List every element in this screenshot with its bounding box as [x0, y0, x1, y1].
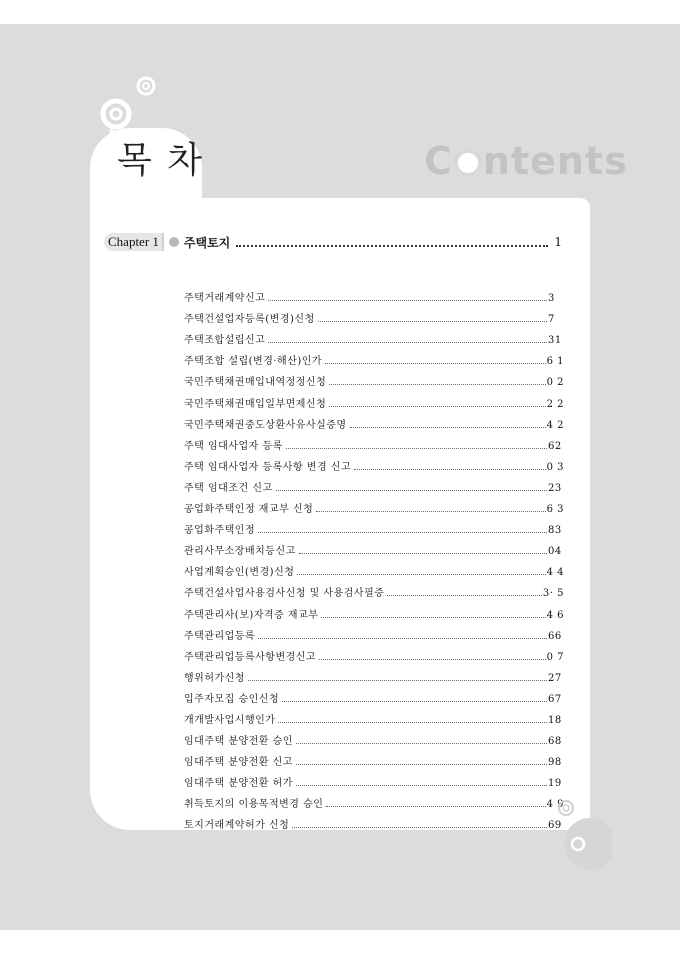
toc-item-title: 주택건설업자등록(변경)신청	[184, 314, 315, 326]
toc-item-page: 19	[548, 778, 562, 790]
toc-item-title: 사업계획승인(변경)신청	[184, 567, 295, 579]
toc-item[interactable]	[184, 283, 564, 304]
toc-item-page: 68	[548, 736, 562, 748]
dot-leader	[329, 406, 545, 407]
dot-leader	[292, 827, 547, 828]
toc-item-title: 주택관리사(보)자격증 재교부	[184, 609, 319, 621]
toc-item-title: 주택 임대조건 신고	[184, 482, 273, 494]
dot-leader	[296, 743, 547, 744]
dot-leader	[248, 680, 547, 681]
dot-leader	[296, 764, 547, 765]
toc-item-page: 27	[548, 672, 562, 684]
dot-leader	[278, 722, 547, 723]
toc-item-page: 62	[548, 440, 562, 452]
toc-item[interactable]	[184, 431, 564, 452]
circle-decoration-icon	[552, 800, 612, 870]
toc-item[interactable]	[184, 621, 564, 642]
toc-item-page: 0 3	[546, 461, 564, 473]
toc-item[interactable]	[184, 726, 564, 747]
toc-item[interactable]	[184, 367, 564, 388]
toc-item[interactable]	[184, 578, 564, 599]
toc-item-title: 토지거래계약허가 신청	[184, 820, 290, 832]
toc-item[interactable]	[184, 810, 564, 831]
toc-item-title: 주택 임대사업자 등록	[184, 440, 283, 452]
toc-item-title: 국민주택채권중도상환사유사실증명	[184, 419, 347, 431]
dot-leader	[286, 448, 547, 449]
dot-leader	[282, 701, 547, 702]
dot-leader	[326, 806, 545, 807]
dot-leader	[387, 595, 542, 596]
toc-item[interactable]	[184, 410, 564, 431]
dot-leader	[318, 321, 547, 322]
toc-list	[184, 283, 564, 831]
toc-item[interactable]	[184, 536, 564, 557]
toc-item[interactable]	[184, 388, 564, 409]
toc-item-page: 0 2	[546, 377, 564, 389]
toc-item-title: 행위허가신청	[184, 672, 245, 684]
toc-item[interactable]	[184, 557, 564, 578]
dot-leader	[236, 243, 548, 247]
dot-leader	[296, 785, 547, 786]
toc-item-page: 04	[548, 546, 562, 558]
toc-item-page: 2 2	[546, 398, 564, 410]
toc-item[interactable]	[184, 515, 564, 536]
toc-item-page: 6 3	[546, 504, 564, 516]
page-title: 목 차	[117, 140, 204, 181]
toc-item-page: 7	[548, 314, 555, 326]
toc-item-page: 4 6	[546, 609, 564, 621]
dot-leader	[325, 363, 546, 364]
dot-leader	[329, 384, 545, 385]
dot-leader	[350, 427, 546, 428]
toc-item-page: 3· 5	[542, 588, 564, 600]
toc-item[interactable]	[184, 789, 564, 810]
toc-item-title: 임대주택 분양전환 승인	[184, 736, 293, 748]
toc-item-page: 98	[548, 757, 562, 769]
toc-item-page: 23	[548, 482, 562, 494]
toc-item-title: 공업화주택인정 재교부 신청	[184, 504, 314, 516]
dot-leader	[268, 342, 547, 343]
toc-item[interactable]	[184, 452, 564, 473]
toc-item[interactable]	[184, 494, 564, 515]
dot-leader	[258, 532, 547, 533]
toc-item-page: 4 2	[546, 419, 564, 431]
toc-item-page: 66	[548, 630, 562, 642]
toc-item[interactable]	[184, 705, 564, 726]
toc-item-title: 임대주택 분양전환 신고	[184, 757, 293, 769]
chapter-title: 주택토지	[183, 235, 231, 250]
toc-item-title: 국민주택채권매입일부면제신청	[184, 398, 327, 410]
toc-item-title: 주택관리업등록사항변경신고	[184, 651, 317, 663]
toc-item[interactable]	[184, 684, 564, 705]
toc-item-title: 주택조합 설립(변경·해산)인가	[184, 356, 323, 368]
toc-item[interactable]	[184, 599, 564, 620]
toc-item-title: 주택건설사업사용검사신청 및 사용검사필증	[184, 588, 385, 600]
toc-item-page: 67	[548, 693, 562, 705]
toc-item-page: 31	[548, 335, 562, 347]
dot-leader	[276, 490, 547, 491]
chapter-row[interactable]	[108, 233, 574, 251]
toc-item-title: 주택거래계약신고	[184, 293, 266, 305]
toc-item-page: 3	[548, 293, 555, 305]
toc-item[interactable]	[184, 473, 564, 494]
toc-item-page: 4 4	[546, 567, 564, 579]
toc-item[interactable]	[184, 304, 564, 325]
chapter-label: Chapter 1	[104, 233, 164, 251]
toc-item-title: 국민주택채권매입내역정정신청	[184, 377, 327, 389]
toc-item[interactable]	[184, 663, 564, 684]
dot-leader	[321, 617, 545, 618]
dot-leader	[316, 511, 545, 512]
toc-item-title: 개개발사업시행인가	[184, 714, 276, 726]
toc-item-title: 공업화주택인정	[184, 525, 256, 537]
contents-prefix: C	[424, 139, 453, 183]
toc-item-title: 임대주택 분양전환 허가	[184, 778, 293, 790]
bullet-dot-icon	[169, 237, 179, 247]
chapter-page: 1	[554, 235, 562, 249]
toc-item-page: 6 1	[546, 356, 564, 368]
toc-item-title: 입주자모집 승인신청	[184, 693, 280, 705]
dot-leader	[297, 574, 545, 575]
toc-item[interactable]	[184, 768, 564, 789]
toc-item-page: 69	[548, 820, 562, 832]
contents-o-icon	[454, 149, 482, 177]
toc-item-title: 주택관리업등록	[184, 630, 256, 642]
toc-item[interactable]	[184, 642, 564, 663]
toc-item-page: 18	[548, 714, 562, 726]
toc-item[interactable]	[184, 346, 564, 367]
toc-item[interactable]	[184, 325, 564, 346]
toc-item-page: 83	[548, 525, 562, 537]
dot-leader	[268, 300, 547, 301]
toc-item-title: 관리사무소장배치등신고	[184, 546, 296, 558]
toc-item-title: 주택 임대사업자 등록사항 변경 신고	[184, 461, 352, 473]
toc-item-page: 4 9	[546, 799, 564, 811]
contents-heading	[424, 139, 628, 183]
toc-item-title: 주택조합설립신고	[184, 335, 266, 347]
toc-item[interactable]	[184, 747, 564, 768]
toc-item-page: 0 7	[546, 651, 564, 663]
dot-leader	[319, 659, 546, 660]
dot-leader	[258, 638, 547, 639]
dot-leader	[354, 469, 545, 470]
toc-item-title: 취득토지의 이용목적변경 승인	[184, 799, 324, 811]
dot-leader	[299, 553, 547, 554]
contents-suffix: ntents	[482, 139, 628, 183]
